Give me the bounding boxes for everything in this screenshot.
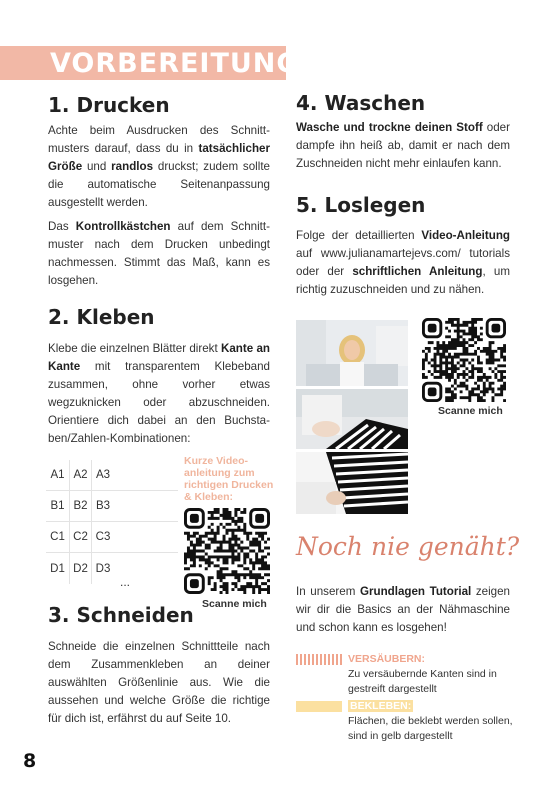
qr-code-kleben[interactable]	[184, 508, 270, 594]
grid-cell: B2	[70, 491, 92, 521]
qr-caption-kleben: Scanne mich	[202, 598, 267, 610]
sewing-machine-image	[296, 389, 408, 449]
grid-row-d	[46, 553, 178, 584]
page-grid	[46, 460, 178, 584]
grid-row-b	[46, 491, 178, 522]
qr-note-kleben: Kurze Videoanleitung zum richtigen Drucken & Kleben:	[184, 455, 274, 503]
photo-sewing-machine	[296, 389, 408, 449]
grid-row-c	[46, 522, 178, 553]
heading-kleben: 2. Kleben	[48, 305, 155, 329]
qr-code-icon	[422, 318, 506, 402]
photo-fabric	[296, 452, 408, 514]
heading-schneiden: 3. Schneiden	[48, 603, 194, 627]
paragraph-drucken-1: Achte beim Ausdrucken des Schnittmusters darauf, dass du in tatsächlicher Größe und randlos druckst; zudem sollte die automatische Seitenanpassung ausgestellt werden.	[48, 124, 270, 209]
grid-ellipsis: ...	[120, 575, 131, 589]
grid-cell: D2	[70, 553, 92, 584]
page-number: 8	[23, 750, 37, 772]
grid-cell: C3	[95, 531, 111, 543]
paragraph-drucken-2: Das Kontrollkästchen auf dem Schnittmuster nach dem Drucken unbedingt nachmessen. Stimmt das Maß, kann es losgehen.	[48, 220, 270, 287]
paragraph-tutorial: In unserem Grundlagen Tutorial zeigen wir dir die Basics an der Nähmaschine und schon kann es losgehen!	[296, 585, 510, 634]
qr-code-loslegen[interactable]	[422, 318, 506, 402]
striped-fabric-image	[296, 452, 408, 514]
legend-striped-swatch	[296, 654, 342, 665]
legend-label-versaeubern: VERSÄUBERN:	[348, 653, 426, 665]
qr-caption-loslegen: Scanne mich	[438, 405, 503, 417]
grid-cell: C1	[46, 522, 70, 552]
paragraph-loslegen: Folge der detaillierten Video-Anleitung auf www.julianamartejevs.com/ tutorials oder der schriftlichen Anleitung, um richtig zuzuschneiden und zu nähen.	[296, 229, 510, 296]
grid-cell: D1	[46, 553, 70, 584]
paragraph-kleben: Klebe die einzelnen Blätter direkt Kante an Kante mit transparentem Klebeband zusammen, ohne vorher etwas wegzuknicken oder abzuschneiden. Orientiere dich dabei an den Buchstaben/Zahlen-Kombinationen:	[48, 342, 270, 445]
tutorial-script-title: Noch nie genäht?	[296, 532, 520, 561]
grid-cell: A3	[95, 469, 111, 481]
paragraph-waschen: Wasche und trockne deinen Stoff oder dampfe ihn heiß ab, damit er nach dem Zuschneiden nicht mehr einlaufen kann.	[296, 121, 510, 170]
paragraph-schneiden: Schneide die einzelnen Schnittteile nach dem Zusammenkleben an deiner auswählten Größenlinie aus. Wie die aussehen und welche Größe die richtige für dich ist, erfährst du auf Seite 10.	[48, 640, 270, 725]
grid-cell: C2	[70, 522, 92, 552]
grid-cell: B3	[95, 500, 111, 512]
heading-waschen: 4. Waschen	[296, 91, 425, 115]
qr-code-icon	[184, 508, 270, 594]
grid-row-a	[46, 460, 178, 491]
photo-video-tutorial[interactable]	[296, 320, 408, 386]
legend-desc-bekleben: Flächen, die beklebt werden sollen, sind in gelb dargestellt	[348, 715, 513, 742]
legend-yellow-swatch	[296, 701, 342, 712]
photo-woman-image	[296, 320, 408, 386]
grid-cell: A2	[70, 460, 92, 490]
grid-cell: A1	[46, 460, 70, 490]
heading-loslegen: 5. Loslegen	[296, 193, 425, 217]
grid-cell: D3	[95, 562, 111, 575]
heading-drucken: 1. Drucken	[48, 93, 170, 117]
legend-desc-versaeubern: Zu versäubernde Kanten sind in gestreift dargestellt	[348, 668, 497, 695]
legend-label-bekleben: BEKLEBEN:	[350, 700, 412, 712]
page-title: VORBEREITUNG	[50, 48, 300, 79]
grid-cell: B1	[46, 491, 70, 521]
